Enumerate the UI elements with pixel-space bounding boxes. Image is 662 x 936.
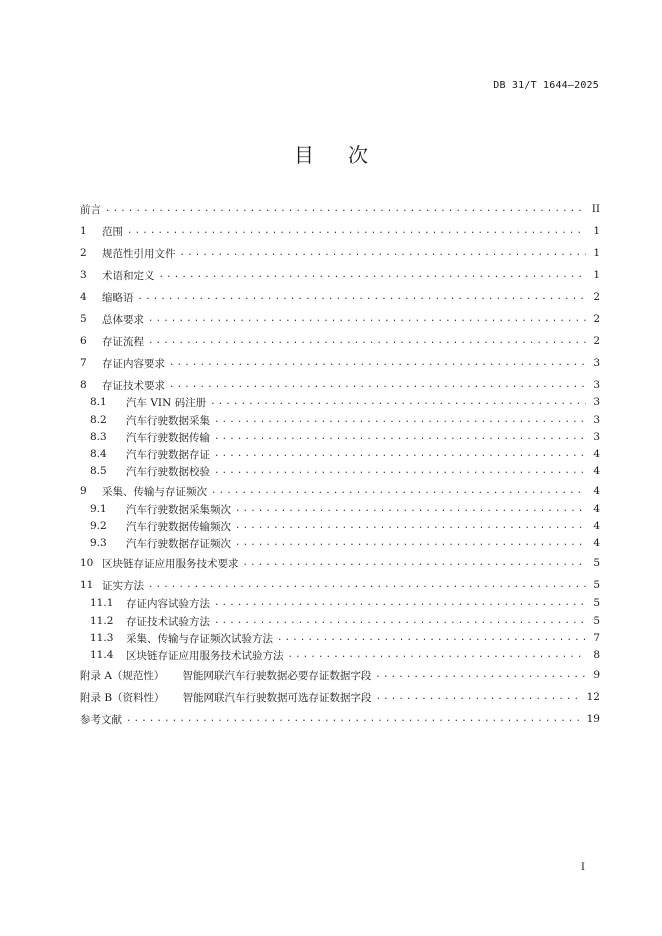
toc-entry-label: 总体要求: [102, 313, 144, 326]
toc-entry-page: 8: [593, 649, 600, 661]
toc-entry-label: 缩略语: [102, 291, 134, 304]
toc-entry-label: 汽车行驶数据传输频次: [126, 520, 231, 533]
toc-entry[interactable]: [80, 710, 600, 728]
toc-entry-label: 规范性引用文件: [102, 247, 176, 260]
toc-leader-dots: [159, 266, 587, 284]
toc-entry[interactable]: [80, 288, 600, 306]
toc-entry[interactable]: [80, 200, 600, 218]
toc-entry[interactable]: [80, 393, 600, 411]
toc-entry-page: 19: [586, 713, 600, 725]
toc-entry[interactable]: [80, 612, 600, 630]
toc-entry[interactable]: [80, 576, 600, 594]
toc-entry[interactable]: [80, 534, 600, 552]
toc-entry-number: 附录 B（资料性）: [80, 691, 165, 704]
toc-entry-page: 4: [593, 520, 600, 532]
toc-leader-dots: [277, 629, 586, 647]
toc-entry[interactable]: [80, 411, 600, 429]
toc-entry[interactable]: [80, 244, 600, 262]
toc-entry-label: 存证技术试验方法: [126, 615, 210, 628]
toc-entry-page: 5: [593, 579, 600, 591]
toc-entry-label: 范围: [102, 225, 123, 238]
toc-entry[interactable]: [80, 332, 600, 350]
toc-entry-label: 存证内容要求: [102, 357, 165, 370]
toc-entry-number: 4: [80, 291, 87, 303]
toc-entry-page: 5: [593, 615, 600, 627]
toc-entry-page: 12: [586, 691, 600, 703]
toc-entry-page: 3: [593, 357, 600, 369]
toc-entry-number: 8.3: [90, 431, 107, 443]
toc-leader-dots: [235, 500, 586, 518]
toc-entry[interactable]: [80, 266, 600, 284]
toc-leader-dots: [169, 376, 586, 394]
document-code: DB 31/T 1644—2025: [493, 80, 599, 91]
toc-leader-dots: [169, 354, 586, 372]
toc-entry[interactable]: [80, 376, 600, 394]
title-char-2: 次: [348, 143, 368, 167]
page-title: [0, 139, 662, 168]
toc-leader-dots: [243, 554, 587, 572]
toc-entry-page: 4: [593, 465, 600, 477]
toc-entry-number: 11.3: [90, 632, 114, 644]
toc-entry-label: 汽车行驶数据校验: [126, 465, 210, 478]
toc-leader-dots: [127, 222, 586, 240]
toc-entry-number: 8.5: [90, 465, 107, 477]
toc-entry-number: 5: [80, 313, 87, 325]
toc-entry-label: 存证内容试验方法: [126, 597, 210, 610]
toc-entry-number: 11.1: [90, 597, 114, 609]
toc-entry-label: 区块链存证应用服务技术试验方法: [126, 649, 284, 662]
toc-entry-number: 附录 A（规范性）: [80, 669, 165, 682]
toc-entry[interactable]: [80, 594, 600, 612]
toc-leader-dots: [105, 200, 586, 218]
toc-leader-dots: [214, 445, 586, 463]
toc-leader-dots: [138, 288, 587, 306]
toc-entry[interactable]: [80, 445, 600, 463]
toc-entry-page: 5: [593, 597, 600, 609]
toc-entry-label: 汽车行驶数据采集: [126, 414, 210, 427]
toc-entry-page: 3: [593, 431, 600, 443]
toc-entry-label: 汽车行驶数据传输: [126, 431, 210, 444]
toc-entry-label: 存证流程: [102, 335, 144, 348]
toc-entry-number: 8.2: [90, 414, 107, 426]
toc-leader-dots: [288, 646, 587, 664]
toc-entry-number: 9.3: [90, 537, 107, 549]
toc-entry-label: 智能网联汽车行驶数据可选存证数据字段: [182, 691, 372, 704]
toc-leader-dots: [235, 534, 586, 552]
toc-entry-page: 4: [593, 485, 600, 497]
toc-entry-page: 2: [593, 313, 600, 325]
toc-entry[interactable]: [80, 646, 600, 664]
toc-entry[interactable]: [80, 688, 600, 706]
toc-entry[interactable]: [80, 428, 600, 446]
toc-entry-label: 证实方法: [102, 579, 144, 592]
toc-entry[interactable]: [80, 500, 600, 518]
toc-leader-dots: [375, 666, 586, 684]
toc-entry-label: 参考文献: [80, 713, 122, 726]
toc-entry-number: 1: [80, 225, 87, 237]
toc-leader-dots: [211, 482, 586, 500]
toc-leader-dots: [214, 462, 586, 480]
toc-entry-page: 3: [593, 414, 600, 426]
toc-entry-number: 8.1: [90, 396, 107, 408]
toc-entry-page: 4: [593, 537, 600, 549]
toc-entry-number: 3: [80, 269, 87, 281]
toc-entry[interactable]: [80, 222, 600, 240]
toc-entry-label: 采集、传输与存证频次: [102, 485, 207, 498]
toc-leader-dots: [126, 710, 583, 728]
toc-entry-page: 1: [593, 269, 600, 281]
toc-entry-page: 4: [593, 503, 600, 515]
toc-entry[interactable]: [80, 462, 600, 480]
toc-entry-number: 2: [80, 247, 87, 259]
toc-entry-number: 11.2: [90, 615, 114, 627]
toc-entry-label: 汽车行驶数据存证: [126, 448, 210, 461]
toc-leader-dots: [180, 244, 587, 262]
toc-entry-label: 区块链存证应用服务技术要求: [102, 557, 239, 570]
toc-leader-dots: [210, 393, 586, 411]
toc-entry-page: 1: [593, 225, 600, 237]
toc-entry[interactable]: [80, 554, 600, 572]
toc-leader-dots: [148, 332, 586, 350]
toc-leader-dots: [235, 517, 586, 535]
toc-entry-label: 前言: [80, 203, 101, 216]
toc-entry-number: 11.4: [90, 649, 114, 661]
toc-entry[interactable]: [80, 517, 600, 535]
toc-entry-page: 4: [593, 448, 600, 460]
toc-entry[interactable]: [80, 629, 600, 647]
toc-entry[interactable]: [80, 482, 600, 500]
toc-leader-dots: [214, 428, 586, 446]
toc-entry-page: II: [591, 203, 600, 215]
toc-entry-page: 3: [593, 379, 600, 391]
toc-entry-page: 5: [593, 557, 600, 569]
toc-entry-page: 3: [593, 396, 600, 408]
toc-entry-label: 术语和定义: [102, 269, 155, 282]
toc-entry-label: 智能网联汽车行驶数据必要存证数据字段: [182, 669, 372, 682]
toc-entry-page: 2: [593, 291, 600, 303]
toc-entry-label: 采集、传输与存证频次试验方法: [126, 632, 273, 645]
toc-entry-number: 10: [80, 557, 94, 569]
toc-entry-label: 存证技术要求: [102, 379, 165, 392]
toc-leader-dots: [148, 310, 586, 328]
toc-entry-number: 11: [80, 579, 94, 591]
toc-entry-number: 7: [80, 357, 87, 369]
toc-entry-number: 9: [80, 485, 87, 497]
title-char-1: 目: [294, 143, 314, 167]
toc-entry-page: 9: [593, 669, 600, 681]
toc-entry-label: 汽车行驶数据存证频次: [126, 537, 231, 550]
toc-entry-page: 1: [593, 247, 600, 259]
toc-entry-number: 8: [80, 379, 87, 391]
toc-entry-number: 9.1: [90, 503, 107, 515]
page-number: I: [581, 862, 585, 873]
toc-entry-label: 汽车行驶数据采集频次: [126, 503, 231, 516]
toc-leader-dots: [214, 594, 586, 612]
toc-leader-dots: [214, 411, 586, 429]
toc-entry[interactable]: [80, 310, 600, 328]
toc-leader-dots: [148, 576, 586, 594]
toc-entry-number: 9.2: [90, 520, 107, 532]
toc-entry-label: 汽车 VIN 码注册: [126, 396, 207, 409]
toc-leader-dots: [376, 688, 583, 706]
toc-entry-number: 6: [80, 335, 87, 347]
toc-entry-page: 2: [593, 335, 600, 347]
toc-leader-dots: [214, 612, 586, 630]
toc-entry-page: 7: [593, 632, 600, 644]
toc-entry-number: 8.4: [90, 448, 107, 460]
toc-entry[interactable]: [80, 354, 600, 372]
toc-entry[interactable]: [80, 666, 600, 684]
